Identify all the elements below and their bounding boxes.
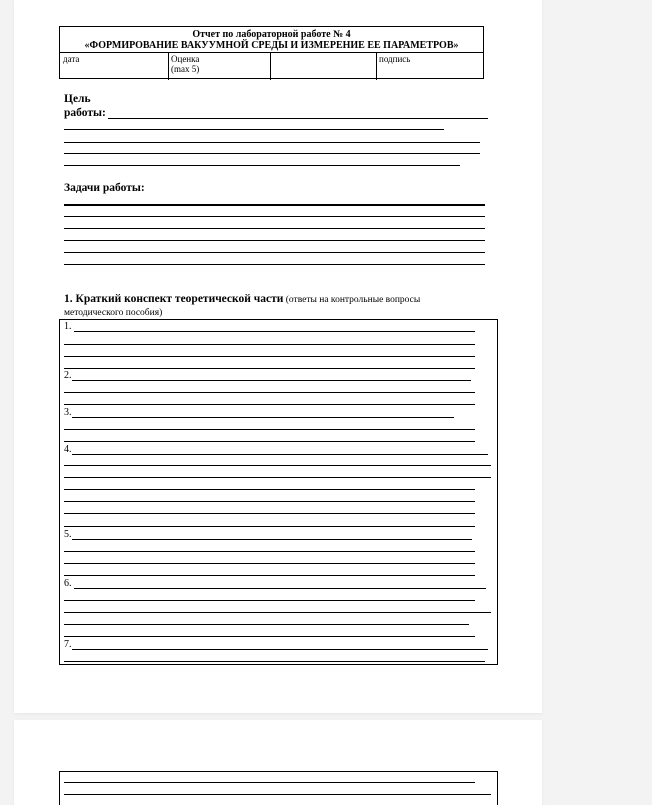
goal-answer-line[interactable]: [64, 165, 460, 166]
answer-line[interactable]: [74, 588, 486, 589]
answer-item-number: 4.: [64, 444, 72, 455]
section-1-note: (ответы на контрольные вопросы: [283, 295, 421, 305]
section-1-note-line-2: методического пособия): [64, 308, 163, 318]
answer-item-number: 6.: [64, 578, 72, 589]
date-label: дата: [63, 54, 80, 64]
answer-line[interactable]: [72, 539, 472, 540]
tasks-answer-line[interactable]: [64, 240, 485, 241]
answer-line[interactable]: [64, 501, 475, 502]
goal-answer-line[interactable]: [64, 153, 480, 154]
goal-label-line-1: Цель: [64, 93, 91, 105]
section-1-title: 1. Краткий конспект теоретической части: [64, 293, 284, 305]
report-title-line-1: Отчет по лабораторной работе № 4: [192, 29, 351, 40]
tasks-label: Задачи работы:: [64, 182, 145, 194]
answer-item-number: 7.: [64, 639, 72, 650]
answer-item-number: 3.: [64, 407, 72, 418]
answer-line[interactable]: [74, 331, 475, 332]
grade-cell[interactable]: [168, 53, 270, 80]
answer-line[interactable]: [64, 441, 475, 442]
answer-line[interactable]: [72, 454, 488, 455]
section-1-heading: [64, 293, 484, 307]
report-title-line-2: «ФОРМИРОВАНИЕ ВАКУУМНОЙ СРЕДЫ И ИЗМЕРЕНИЕ ЕЕ ПАРАМЕТРОВ»: [84, 40, 459, 51]
goal-answer-line[interactable]: [64, 129, 444, 130]
answer-line[interactable]: [64, 404, 475, 405]
answer-line[interactable]: [64, 477, 491, 478]
answer-line[interactable]: [72, 380, 471, 381]
date-cell[interactable]: [60, 53, 168, 80]
answer-line[interactable]: [64, 600, 475, 601]
goal-answer-line[interactable]: [64, 142, 480, 143]
answer-line[interactable]: [64, 782, 475, 783]
tasks-answer-line[interactable]: [64, 264, 485, 265]
tasks-answer-line[interactable]: [64, 252, 485, 253]
answer-line[interactable]: [64, 356, 475, 357]
answer-line[interactable]: [64, 489, 475, 490]
answer-line[interactable]: [64, 794, 491, 795]
tasks-answer-line[interactable]: [64, 228, 485, 229]
answer-line[interactable]: [64, 526, 475, 527]
document-page-2: [14, 720, 542, 805]
answer-item-number: 2.: [64, 370, 72, 381]
answer-item-number: 5.: [64, 529, 72, 540]
blank-cell[interactable]: [270, 53, 376, 80]
signature-cell[interactable]: [376, 53, 483, 80]
goal-label-line-2: работы:: [64, 107, 106, 119]
answer-line[interactable]: [64, 513, 475, 514]
answer-line[interactable]: [64, 429, 475, 430]
answer-line[interactable]: [64, 612, 491, 613]
answer-line[interactable]: [64, 661, 485, 662]
answer-line[interactable]: [64, 368, 475, 369]
answer-line[interactable]: [64, 392, 475, 393]
answers-box: [59, 319, 498, 665]
tasks-answer-line[interactable]: [64, 216, 485, 217]
report-header-table: [59, 26, 484, 79]
answer-line[interactable]: [64, 563, 475, 564]
answer-line[interactable]: [64, 465, 491, 466]
header-fields-row: [60, 53, 483, 80]
answers-box-continued: [59, 771, 498, 805]
answer-line[interactable]: [64, 344, 475, 345]
answer-line[interactable]: [64, 624, 469, 625]
answer-line[interactable]: [64, 551, 475, 552]
goal-answer-line[interactable]: [108, 118, 488, 119]
grade-label: Оценка: [171, 54, 200, 64]
answer-line[interactable]: [64, 575, 475, 576]
document-page-1: [14, 0, 542, 713]
tasks-answer-line[interactable]: [64, 204, 485, 206]
answer-line[interactable]: [64, 636, 475, 637]
answer-line[interactable]: [72, 649, 488, 650]
grade-max-label: (max 5): [171, 64, 200, 74]
signature-label: подпись: [379, 54, 411, 64]
report-title: [60, 27, 483, 53]
answer-item-number: 1.: [64, 321, 72, 332]
answer-line[interactable]: [72, 417, 454, 418]
